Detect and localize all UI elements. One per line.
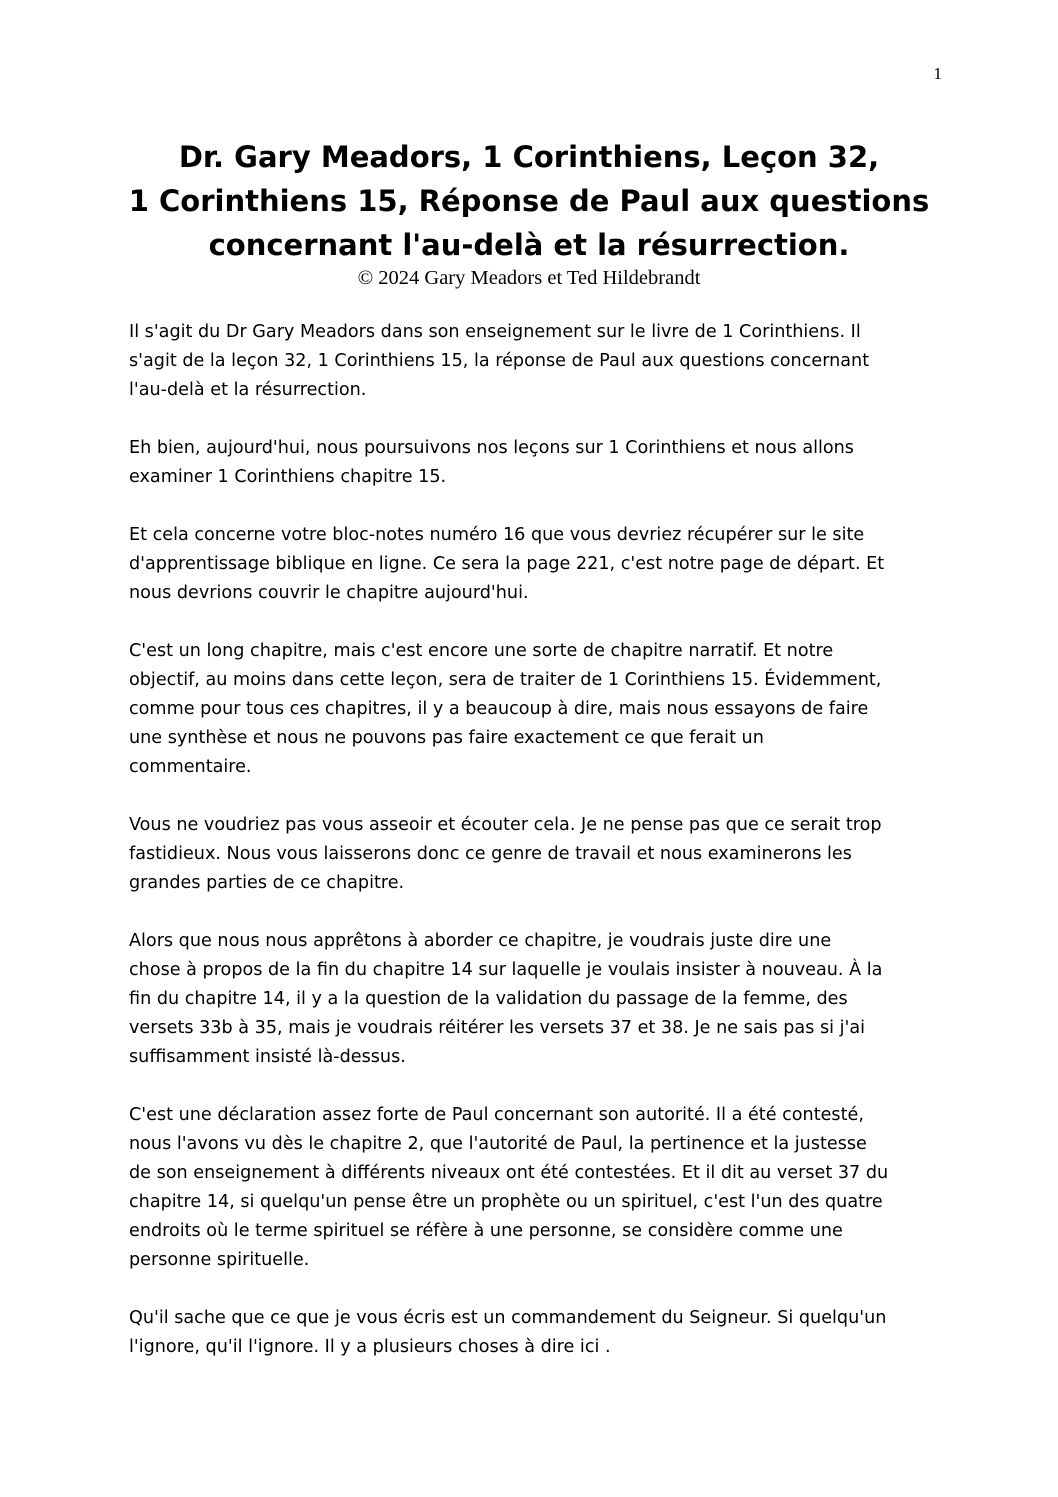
text-line: nous devrions couvrir le chapitre aujourd'hui. [129, 583, 529, 603]
text-line: fin du chapitre 14, il y a la question de la validation du passage de la femme, des [129, 989, 848, 1009]
text-line: Qu'il sache que ce que je vous écris est un commandement du Seigneur. Si quelqu'un [129, 1308, 887, 1328]
text-line: d'apprentissage biblique en ligne. Ce sera la page 221, c'est notre page de départ. Et [129, 554, 885, 574]
text-line: nous l'avons vu dès le chapitre 2, que l'autorité de Paul, la pertinence et la justesse [129, 1134, 867, 1154]
text-line: fastidieux. Nous vous laisserons donc ce genre de travail et nous examinerons les [129, 844, 852, 864]
text-line: chose à propos de la fin du chapitre 14 sur laquelle je voulais insister à nouveau. À la [129, 960, 883, 980]
text-line: une synthèse et nous ne pouvons pas faire exactement ce que ferait un [129, 728, 764, 748]
text-line: grandes parties de ce chapitre. [129, 873, 405, 893]
text-line: comme pour tous ces chapitres, il y a beaucoup à dire, mais nous essayons de faire [129, 699, 869, 719]
text-line: Eh bien, aujourd'hui, nous poursuivons nos leçons sur 1 Corinthiens et nous allons [129, 438, 854, 458]
paragraph [129, 521, 969, 608]
text-line: personne spirituelle. [129, 1250, 310, 1270]
text-line: Alors que nous nous apprêtons à aborder ce chapitre, je voudrais juste dire une [129, 931, 832, 951]
text-line: C'est un long chapitre, mais c'est encore une sorte de chapitre narratif. Et notre [129, 641, 834, 661]
paragraph [129, 1101, 969, 1275]
text-line: chapitre 14, si quelqu'un pense être un prophète ou un spirituel, c'est l'un des quatre [129, 1192, 883, 1212]
text-line: l'ignore, qu'il l'ignore. Il y a plusieurs choses à dire ici . [129, 1337, 611, 1357]
text-line: commentaire. [129, 757, 252, 777]
paragraph [129, 1304, 969, 1362]
page-title [100, 135, 958, 267]
text-line: versets 33b à 35, mais je voudrais réitérer les versets 37 et 38. Je ne sais pas si j'ai [129, 1018, 865, 1038]
text-line: Il s'agit du Dr Gary Meadors dans son enseignement sur le livre de 1 Corinthiens. Il [129, 322, 861, 342]
text-line: s'agit de la leçon 32, 1 Corinthiens 15, la réponse de Paul aux questions concernant [129, 351, 870, 371]
page-number: 1 [933, 64, 942, 83]
paragraph [129, 637, 969, 782]
title-line: Dr. Gary Meadors, 1 Corinthiens, Leçon 32, [178, 140, 880, 174]
text-line: Vous ne voudriez pas vous asseoir et écouter cela. Je ne pense pas que ce serait trop [129, 815, 882, 835]
paragraph [129, 318, 969, 405]
text-line: de son enseignement à différents niveaux ont été contestées. Et il dit au verset 37 du [129, 1163, 889, 1183]
copyright-notice: © 2024 Gary Meadors et Ted Hildebrandt [357, 267, 701, 289]
text-line: Et cela concerne votre bloc-notes numéro 16 que vous devriez récupérer sur le site [129, 525, 865, 545]
text-line: l'au-delà et la résurrection. [129, 380, 367, 400]
text-line: objectif, au moins dans cette leçon, sera de traiter de 1 Corinthiens 15. Évidemment, [129, 670, 882, 690]
document-body [129, 318, 969, 1391]
title-line: concernant l'au-delà et la résurrection. [208, 228, 850, 262]
text-line: endroits où le terme spirituel se réfère à une personne, se considère comme une [129, 1221, 843, 1241]
text-line: C'est une déclaration assez forte de Paul concernant son autorité. Il a été contesté, [129, 1105, 864, 1125]
paragraph [129, 811, 969, 898]
text-line: examiner 1 Corinthiens chapitre 15. [129, 467, 447, 487]
paragraph [129, 434, 969, 492]
title-line: 1 Corinthiens 15, Réponse de Paul aux questions [128, 184, 930, 218]
paragraph [129, 927, 969, 1072]
text-line: suffisamment insisté là-dessus. [129, 1047, 406, 1067]
